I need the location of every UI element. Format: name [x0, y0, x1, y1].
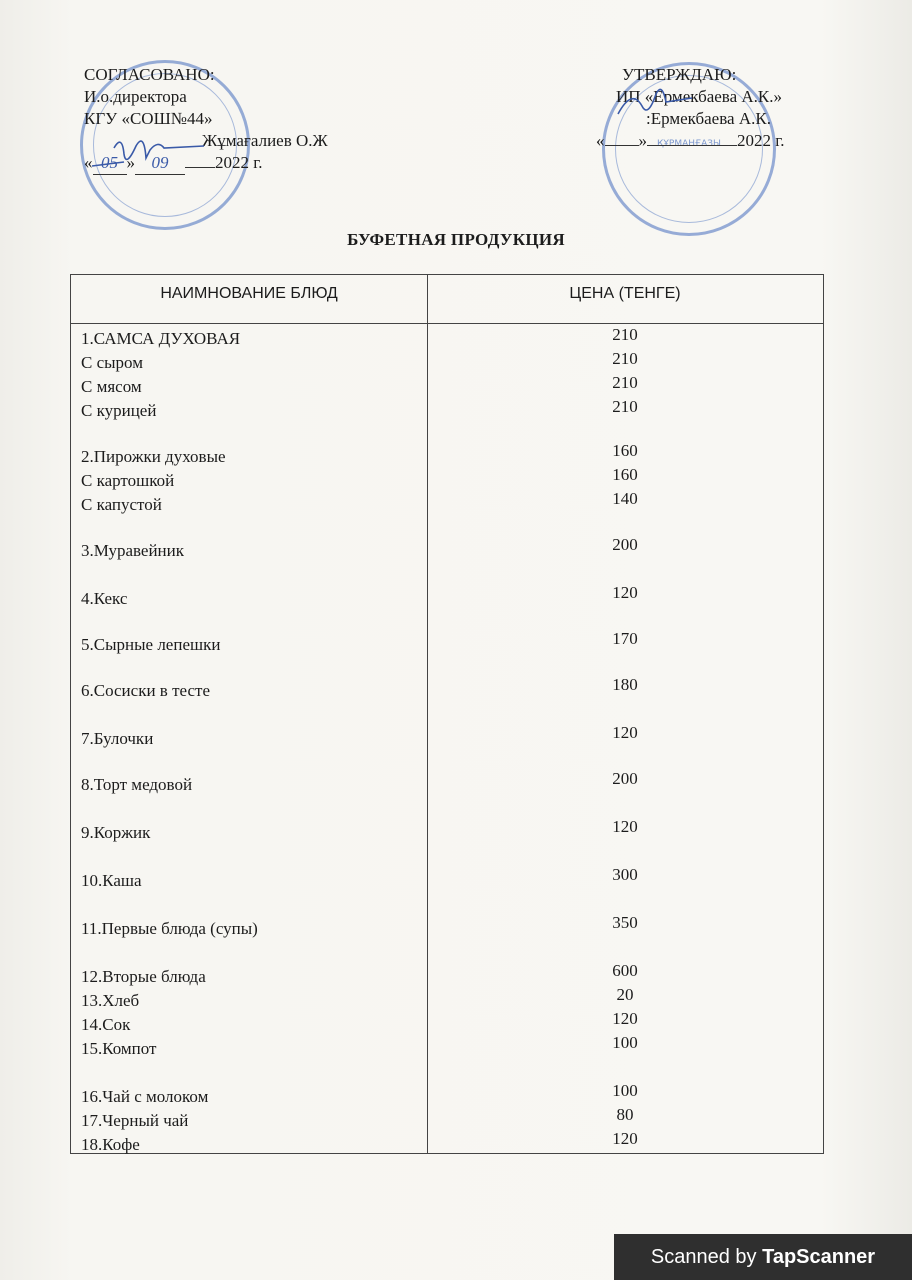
- left-approval-signer: Жұмағалиев О.Ж: [202, 131, 328, 150]
- table-row: [71, 1129, 823, 1159]
- table-row: [71, 675, 823, 705]
- right-approval-title: УТВЕРЖДАЮ:: [622, 65, 737, 84]
- item-name: 13.Хлеб: [81, 991, 140, 1010]
- item-price: 120: [612, 1009, 638, 1028]
- item-name: 5.Сырные лепешки: [81, 635, 221, 654]
- date-year: 2022 г.: [737, 131, 785, 150]
- item-price: 120: [612, 583, 638, 602]
- item-price: 80: [616, 1105, 634, 1124]
- date-close-quote: »: [126, 153, 135, 172]
- item-price: 20: [616, 985, 634, 1004]
- item-price: 210: [612, 373, 638, 392]
- item-name: 1.САМСА ДУХОВАЯ: [81, 329, 241, 348]
- badge-prefix: Scanned by: [650, 1246, 757, 1268]
- item-name: 18.Кофе: [81, 1135, 140, 1154]
- right-signature: [612, 78, 702, 124]
- item-price: 600: [612, 961, 638, 980]
- item-price: 120: [612, 723, 638, 742]
- date-month: 09: [135, 152, 185, 175]
- left-approval-organization: КГУ «СОШ№44»: [84, 109, 213, 128]
- item-price: 100: [612, 1033, 638, 1052]
- date-day: 05: [93, 152, 127, 175]
- item-name: 8.Торт медовой: [81, 775, 193, 794]
- item-name: 3.Муравейник: [81, 541, 185, 560]
- item-name: 6.Сосиски в тесте: [81, 681, 211, 700]
- item-name: 2.Пирожки духовые: [81, 447, 226, 466]
- item-name: С мясом: [81, 377, 142, 396]
- badge-brand: TapScanner: [762, 1246, 876, 1268]
- item-name: С курицей: [81, 401, 157, 420]
- item-name: 12.Вторые блюда: [81, 967, 206, 986]
- item-name: 14.Сок: [81, 1015, 131, 1034]
- item-price: 350: [612, 913, 638, 932]
- item-name: 17.Черный чай: [81, 1111, 189, 1130]
- item-name: 9.Коржик: [81, 823, 151, 842]
- item-price: 170: [612, 629, 638, 648]
- item-price: 100: [612, 1081, 638, 1100]
- date-close-quote: »: [638, 131, 647, 150]
- table-row: [71, 629, 823, 659]
- item-name: С капустой: [81, 495, 162, 514]
- item-name: 15.Компот: [81, 1039, 157, 1058]
- item-name: 16.Чай с молоком: [81, 1087, 209, 1106]
- scanner-watermark-badge: [614, 1234, 912, 1280]
- table-row: [71, 535, 823, 565]
- item-price: 300: [612, 865, 638, 884]
- table-header-row: [71, 275, 823, 324]
- table-row: [71, 913, 823, 943]
- table-row: [71, 397, 823, 425]
- date-year: 2022 г.: [215, 153, 263, 172]
- column-header-name: НАИМНОВАНИЕ БЛЮД: [160, 285, 338, 302]
- date-open-quote: «: [84, 153, 93, 172]
- column-header-price: ЦЕНА (ТЕНГЕ): [569, 285, 681, 302]
- table-row: [71, 723, 823, 753]
- table-row: [71, 583, 823, 613]
- item-name: 7.Булочки: [81, 729, 154, 748]
- item-price: 200: [612, 769, 638, 788]
- left-signature: [84, 128, 214, 176]
- table-row: [71, 817, 823, 847]
- left-approval-position: И.о.директора: [84, 87, 187, 106]
- item-price: 210: [612, 349, 638, 368]
- item-name: С сыром: [81, 353, 143, 372]
- item-price: 120: [612, 1129, 638, 1148]
- table-row: [71, 769, 823, 799]
- item-price: 120: [612, 817, 638, 836]
- item-price: 160: [612, 465, 638, 484]
- item-price: 140: [612, 489, 638, 508]
- item-name: 11.Первые блюда (супы): [81, 919, 258, 938]
- item-name: 4.Кекс: [81, 589, 128, 608]
- left-approval-title: СОГЛАСОВАНО:: [84, 65, 215, 84]
- document-title: БУФЕТНАЯ ПРОДУКЦИЯ: [347, 230, 565, 249]
- item-price: 210: [612, 325, 638, 344]
- item-price: 200: [612, 535, 638, 554]
- item-price: 180: [612, 675, 638, 694]
- item-price: 160: [612, 441, 638, 460]
- item-price: 210: [612, 397, 638, 416]
- right-approval-date: [596, 130, 785, 152]
- table-row: [71, 1033, 823, 1063]
- table-row: [71, 489, 823, 519]
- date-open-quote: «: [596, 131, 605, 150]
- right-approval-entrepreneur: ИП «Ермекбаева А.К.»: [616, 87, 783, 106]
- item-name: 10.Каша: [81, 871, 142, 890]
- price-table: [70, 274, 824, 1154]
- right-approval-signer: :Ермекбаева А.К.: [646, 109, 771, 128]
- table-row: [71, 865, 823, 895]
- item-name: С картошкой: [81, 471, 175, 490]
- right-stamp-text: ҚҰРМАНҒАЗЫ: [657, 139, 721, 149]
